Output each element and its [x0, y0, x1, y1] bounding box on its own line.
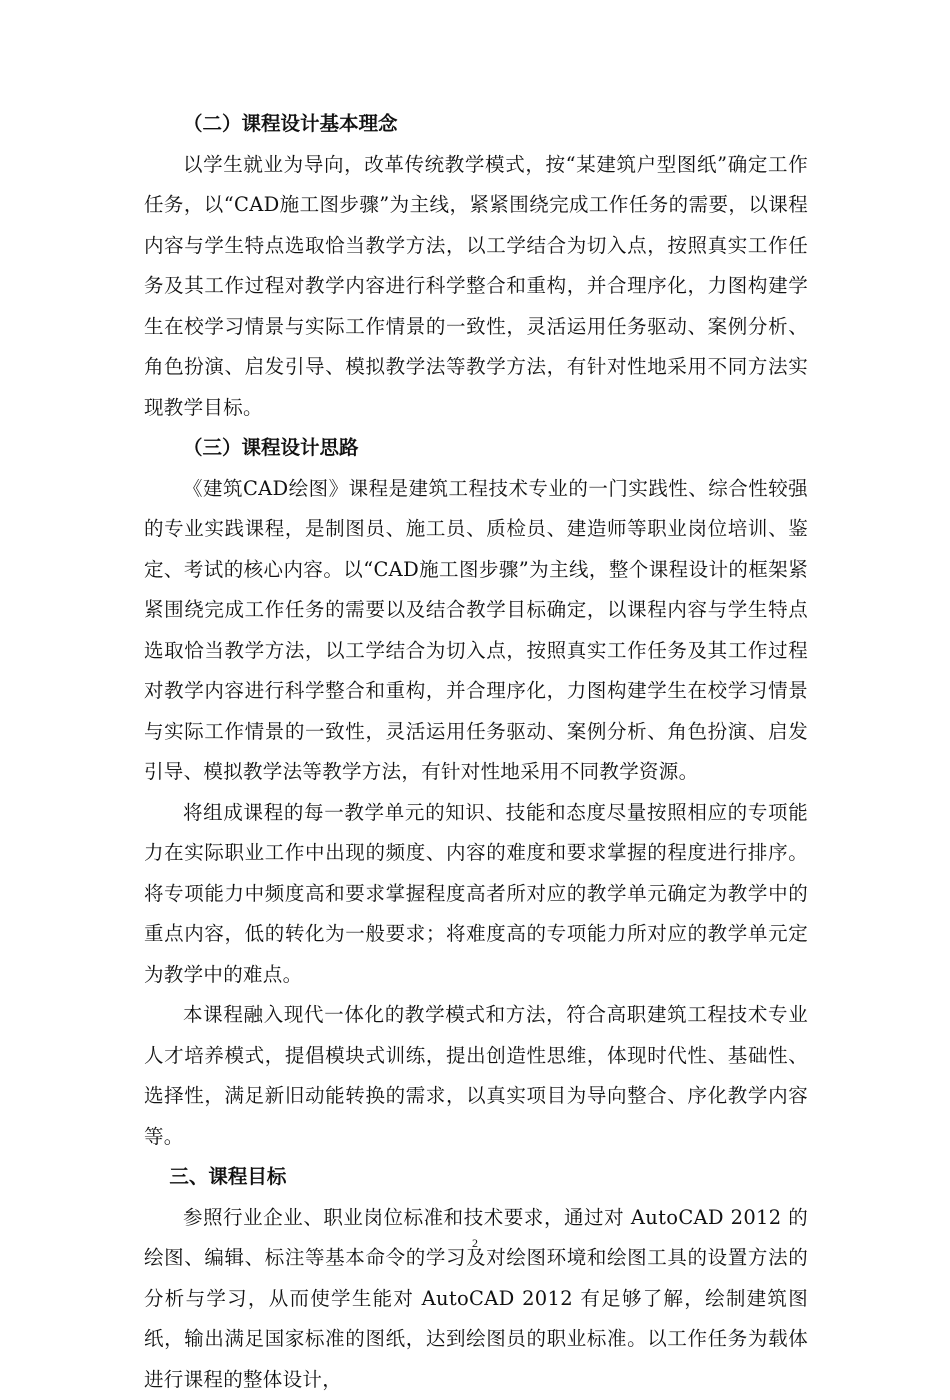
- paragraph-design-approach-2: 将组成课程的每一教学单元的知识、技能和态度尽量按照相应的专项能力在实际职业工作中出现的频度、内容的难度和要求掌握的程度进行排序。将专项能力中频度高和要求掌握程度高者所对应的教学单元确定为教学中的重点内容，低的转化为一般要求；将难度高的专项能力所对应的教学单元定为教学中的难点。: [144, 793, 808, 996]
- section-heading-design-approach: （三）课程设计思路: [144, 428, 808, 469]
- section-heading-basic-concept: （二）课程设计基本理念: [144, 104, 808, 145]
- paragraph-design-approach-1: 《建筑CAD绘图》课程是建筑工程技术专业的一门实践性、综合性较强的专业实践课程，是制图员、施工员、质检员、建造师等职业岗位培训、鉴定、考试的核心内容。以“CAD施工图步骤”为主线，整个课程设计的框架紧紧围绕完成工作任务的需要以及结合教学目标确定，以课程内容与学生特点选取恰当教学方法，以工学结合为切入点，按照真实工作任务及其工作过程对教学内容进行科学整合和重构，并合理序化，力图构建学生在校学习情景与实际工作情景的一致性，灵活运用任务驱动、案例分析、角色扮演、启发引导、模拟教学法等教学方法，有针对性地采用不同教学资源。: [144, 469, 808, 793]
- paragraph-course-objectives: 参照行业企业、职业岗位标准和技术要求，通过对 AutoCAD 2012 的绘图、编辑、标注等基本命令的学习及对绘图环境和绘图工具的设置方法的分析与学习，从而使学生能对 AutoCAD 2012 有足够了解，绘制建筑图纸，输出满足国家标准的图纸，达到绘图员的职业标准。以工作任务为载体进行课程的整体设计，: [144, 1198, 808, 1400]
- page-number: 2: [0, 1236, 950, 1251]
- paragraph-basic-concept: 以学生就业为导向，改革传统教学模式，按“某建筑户型图纸”确定工作任务，以“CAD施工图步骤”为主线，紧紧围绕完成工作任务的需要，以课程内容与学生特点选取恰当教学方法，以工学结合为切入点，按照真实工作任务及其工作过程对教学内容进行科学整合和重构，并合理序化，力图构建学生在校学习情景与实际工作情景的一致性，灵活运用任务驱动、案例分析、角色扮演、启发引导、模拟教学法等教学方法，有针对性地采用不同方法实现教学目标。: [144, 145, 808, 429]
- section-heading-course-objectives: 三、课程目标: [144, 1157, 808, 1198]
- paragraph-design-approach-3: 本课程融入现代一体化的教学模式和方法，符合高职建筑工程技术专业人才培养模式，提倡模块式训练，提出创造性思维，体现时代性、基础性、选择性，满足新旧动能转换的需求，以真实项目为导向整合、序化教学内容等。: [144, 995, 808, 1157]
- document-body: [144, 104, 808, 1400]
